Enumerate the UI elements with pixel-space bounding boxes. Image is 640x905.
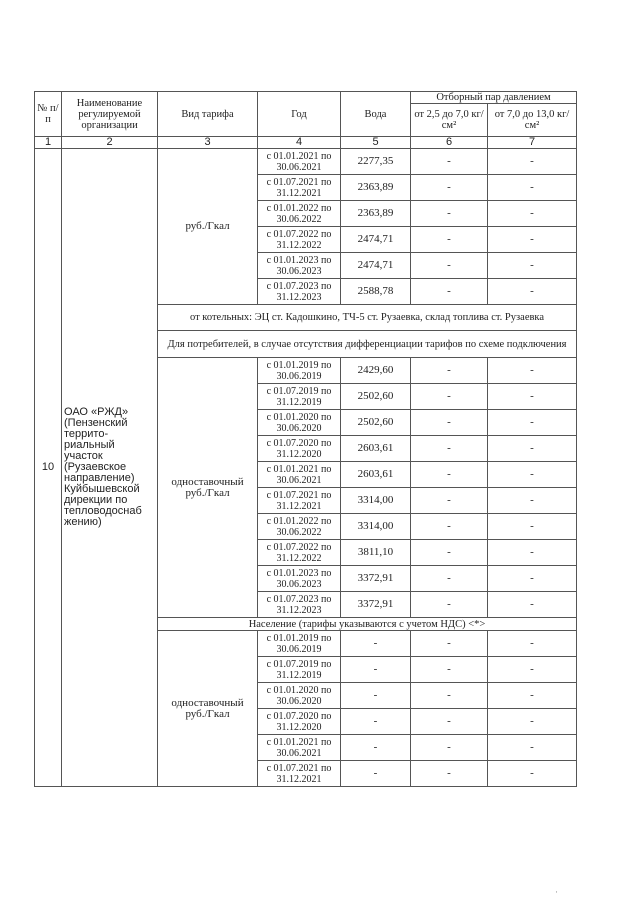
steam-low-value: - (411, 384, 488, 410)
period-cell: с 01.07.2021 по 31.12.2021 (258, 761, 341, 787)
header-num: № п/п (35, 92, 62, 137)
steam-high-value: - (488, 358, 577, 384)
steam-high-value: - (488, 683, 577, 709)
steam-high-value: - (488, 657, 577, 683)
steam-low-value: - (411, 631, 488, 657)
steam-high-value: - (488, 488, 577, 514)
period-cell: с 01.01.2022 по 30.06.2022 (258, 514, 341, 540)
tariff-type: руб./Гкал (158, 149, 258, 305)
period-cell: с 01.07.2023 по 31.12.2023 (258, 592, 341, 618)
header-steam-low: от 2,5 до 7,0 кг/см² (411, 104, 488, 137)
organization-name: ОАО «РЖД» (Пензенский террито-риальный участок (Рузаевское направление) Куйбышевской дирекции по тепловодоснаб жению) (62, 149, 158, 787)
col-number: 2 (62, 137, 158, 149)
water-value: - (341, 709, 411, 735)
steam-low-value: - (411, 514, 488, 540)
water-value: 2588,78 (341, 279, 411, 305)
steam-low-value: - (411, 657, 488, 683)
steam-high-value: - (488, 631, 577, 657)
steam-low-value: - (411, 436, 488, 462)
col-number: 7 (488, 137, 577, 149)
steam-high-value: - (488, 514, 577, 540)
period-cell: с 01.01.2021 по 30.06.2021 (258, 462, 341, 488)
steam-high-value: - (488, 540, 577, 566)
steam-low-value: - (411, 709, 488, 735)
tariff-type: одноставочный руб./Гкал (158, 358, 258, 618)
table-row (35, 149, 577, 175)
steam-low-value: - (411, 761, 488, 787)
water-value: 3372,91 (341, 592, 411, 618)
col-number: 1 (35, 137, 62, 149)
period-cell: с 01.01.2021 по 30.06.2021 (258, 149, 341, 175)
steam-high-value: - (488, 253, 577, 279)
period-cell: с 01.07.2022 по 31.12.2022 (258, 227, 341, 253)
period-cell: с 01.01.2021 по 30.06.2021 (258, 735, 341, 761)
steam-low-value: - (411, 683, 488, 709)
steam-low-value: - (411, 279, 488, 305)
tariff-table (34, 91, 577, 787)
water-value: 2474,71 (341, 253, 411, 279)
water-value: 2363,89 (341, 201, 411, 227)
header-year: Год (258, 92, 341, 137)
water-value: - (341, 761, 411, 787)
steam-high-value: - (488, 227, 577, 253)
consumers-heading: Для потребителей, в случае отсутствия дифференциации тарифов по схеме подключения (158, 331, 577, 358)
steam-high-value: - (488, 201, 577, 227)
water-value: - (341, 631, 411, 657)
steam-high-value: - (488, 175, 577, 201)
steam-low-value: - (411, 462, 488, 488)
header-steam: Отборный пар давлением (411, 92, 577, 104)
period-cell: с 01.07.2020 по 31.12.2020 (258, 436, 341, 462)
header-steam-high: от 7,0 до 13,0 кг/см² (488, 104, 577, 137)
period-cell: с 01.07.2022 по 31.12.2022 (258, 540, 341, 566)
water-value: 2603,61 (341, 462, 411, 488)
water-value: 2429,60 (341, 358, 411, 384)
period-cell: с 01.01.2019 по 30.06.2019 (258, 631, 341, 657)
steam-high-value: - (488, 709, 577, 735)
steam-high-value: - (488, 735, 577, 761)
period-cell: с 01.01.2023 по 30.06.2023 (258, 566, 341, 592)
header-organization: Наименование регулируемой организации (62, 92, 158, 137)
steam-high-value: - (488, 436, 577, 462)
steam-low-value: - (411, 175, 488, 201)
steam-low-value: - (411, 227, 488, 253)
water-value: 2474,71 (341, 227, 411, 253)
period-cell: с 01.07.2020 по 31.12.2020 (258, 709, 341, 735)
steam-high-value: - (488, 592, 577, 618)
col-number: 6 (411, 137, 488, 149)
period-cell: с 01.01.2019 по 30.06.2019 (258, 358, 341, 384)
col-number: 4 (258, 137, 341, 149)
water-value: 2363,89 (341, 175, 411, 201)
steam-low-value: - (411, 488, 488, 514)
steam-high-value: - (488, 279, 577, 305)
steam-low-value: - (411, 253, 488, 279)
water-value: 2502,60 (341, 410, 411, 436)
steam-low-value: - (411, 410, 488, 436)
water-value: 3811,10 (341, 540, 411, 566)
water-value: - (341, 657, 411, 683)
water-value: 3372,91 (341, 566, 411, 592)
steam-low-value: - (411, 566, 488, 592)
period-cell: с 01.01.2020 по 30.06.2020 (258, 683, 341, 709)
steam-high-value: - (488, 462, 577, 488)
row-number: 10 (35, 149, 62, 787)
period-cell: с 01.07.2023 по 31.12.2023 (258, 279, 341, 305)
period-cell: с 01.07.2021 по 31.12.2021 (258, 175, 341, 201)
steam-low-value: - (411, 201, 488, 227)
water-value: 2603,61 (341, 436, 411, 462)
col-number: 3 (158, 137, 258, 149)
period-cell: с 01.01.2022 по 30.06.2022 (258, 201, 341, 227)
period-cell: с 01.07.2019 по 31.12.2019 (258, 657, 341, 683)
steam-low-value: - (411, 735, 488, 761)
header-tariff-type: Вид тарифа (158, 92, 258, 137)
tariff-type: одноставочный руб./Гкал (158, 631, 258, 787)
steam-low-value: - (411, 358, 488, 384)
period-cell: с 01.07.2019 по 31.12.2019 (258, 384, 341, 410)
steam-high-value: - (488, 761, 577, 787)
steam-low-value: - (411, 592, 488, 618)
steam-low-value: - (411, 540, 488, 566)
period-cell: с 01.07.2021 по 31.12.2021 (258, 488, 341, 514)
steam-high-value: - (488, 410, 577, 436)
period-cell: с 01.01.2023 по 30.06.2023 (258, 253, 341, 279)
water-value: 3314,00 (341, 514, 411, 540)
boiler-heading: от котельных: ЭЦ ст. Кадошкино, ТЧ-5 ст. Рузаевка, склад топлива ст. Рузаевка (158, 305, 577, 331)
steam-low-value: - (411, 149, 488, 175)
steam-high-value: - (488, 384, 577, 410)
water-value: 3314,00 (341, 488, 411, 514)
water-value: - (341, 683, 411, 709)
population-heading: Население (тарифы указываются с учетом НДС) <*> (158, 618, 577, 631)
page-mark: · (555, 887, 558, 897)
period-cell: с 01.01.2020 по 30.06.2020 (258, 410, 341, 436)
steam-high-value: - (488, 149, 577, 175)
header-water: Вода (341, 92, 411, 137)
water-value: 2277,35 (341, 149, 411, 175)
water-value: 2502,60 (341, 384, 411, 410)
water-value: - (341, 735, 411, 761)
steam-high-value: - (488, 566, 577, 592)
col-number: 5 (341, 137, 411, 149)
